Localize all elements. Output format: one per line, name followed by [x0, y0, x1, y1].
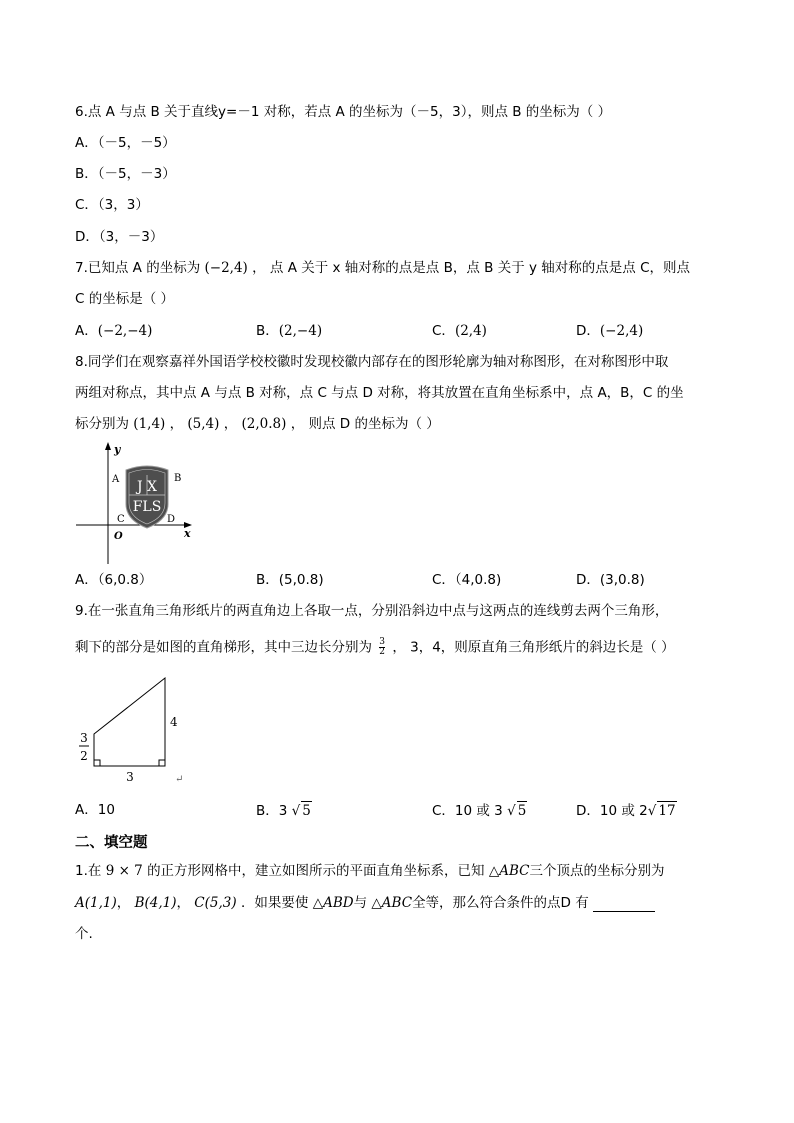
q9-right-length: 4: [170, 715, 178, 729]
q9-trapezoid-figure: [72, 672, 192, 788]
q7-option-a: A．(−2,−4): [75, 323, 153, 339]
q7-stem-line2: C 的坐标是（ ）: [75, 291, 175, 307]
f1-triangle-abc-2: △ABC: [371, 895, 413, 911]
q8-y-label: y: [114, 443, 121, 456]
q7-stem-text-a: 7.已知点 A 的坐标为: [75, 260, 201, 276]
q8-point-d-label: D: [167, 514, 176, 525]
q8-point-c-label: C: [117, 514, 125, 525]
q8-option-a: A．（6,0.8）: [75, 572, 153, 588]
q8-stem-line1: 8.同学们在观察嘉祥外国语学校校徽时发现校徽内部存在的图形轮廓为轴对称图形，在对称图形中取: [75, 354, 669, 370]
q8-stem-line3: 标分别为 (1,4) ， (5,4) ， (2,0.8) ， 则点 D 的坐标为（ ）: [75, 416, 440, 432]
q8-figure: [72, 440, 197, 566]
q8-coord-a: (1,4): [133, 416, 166, 432]
q7-option-c: C．(2,4): [432, 323, 487, 339]
q8-option-c: C．（4,0.8): [432, 572, 502, 588]
f1-point-a: A(1,1): [75, 895, 117, 911]
q9-stem-line2: 剩下的部分是如图的直角梯形，其中三边长分别为 $\frac{3}{2}$ ， 3，4，则原直角三角形纸片的斜边长是（ ）: [75, 637, 675, 657]
q7-point-a-coord: (−2,4): [204, 260, 248, 276]
q6-option-b: B．（－5，－3）: [75, 166, 176, 182]
q9-option-c-radicand: 5: [517, 803, 527, 819]
f1-grid-size: 9 × 7: [105, 863, 143, 879]
q6-option-a: A．（－5，－5）: [75, 135, 176, 151]
q8-y-arrow-icon: [105, 442, 111, 450]
q7-option-b: B．(2,−4): [256, 323, 323, 339]
q8-origin-label: O: [114, 531, 123, 542]
q6-option-d: D．（3，－3）: [75, 229, 164, 245]
q9-right-angle-left: [94, 760, 100, 766]
q8-option-d: D．(3,0.8): [576, 572, 645, 588]
q6-option-c: C．（3，3）: [75, 197, 149, 213]
f1-triangle-abc: △ABC: [488, 863, 530, 879]
q9-option-d: D．10 或 2√ 17: [576, 803, 676, 819]
q9-option-d-radicand: 17: [658, 803, 676, 819]
q9-bottom-length: 3: [126, 770, 134, 784]
shield-text-bottom: FLS: [132, 499, 162, 515]
q7-option-d: D．(−2,4): [576, 323, 644, 339]
q8-point-b-label: B: [174, 473, 182, 484]
q9-stem-line1: 9.在一张直角三角形纸片的两直角边上各取一点，分别沿斜边中点与这两点的连线剪去两个三角形，: [75, 603, 669, 619]
q9-option-c: C．10 或 3 √ 5: [432, 803, 527, 819]
q8-point-a-label: A: [112, 474, 120, 485]
q8-stem-line2: 两组对称点，其中点 A 与点 B 对称，点 C 与点 D 对称，将其放置在直角坐标系中，点 A，B，C 的坐: [75, 385, 684, 401]
q9-left-numerator: 3: [80, 731, 88, 745]
return-mark-icon: ↵: [175, 774, 184, 785]
q7-stem-line1: [75, 259, 690, 277]
q9-left-denominator: 2: [80, 749, 88, 763]
q9-option-b-radicand: 5: [302, 803, 311, 819]
f1-point-c: C(5,3): [194, 895, 237, 911]
q8-coord-b: (5,4): [187, 416, 220, 432]
q8-x-label: x: [184, 527, 191, 540]
q6-stem: 6.点 A 与点 B 关于直线y=－1 对称，若点 A 的坐标为（－5，3），则点 B 的坐标为（ ）: [75, 104, 612, 120]
f1-point-b: B(4,1): [134, 895, 177, 911]
f1-triangle-abd: △ABD: [312, 895, 354, 911]
q7-stem-text-b: ， 点 A 关于 x 轴对称的点是点 B，点 B 关于 y 轴对称的点是点 C，则点: [252, 260, 690, 276]
f1-line3: 个.: [75, 926, 93, 942]
q9-trapezoid: [94, 678, 165, 766]
q9-option-b: B．3 √ 5: [256, 803, 311, 819]
f1-line2: A(1,1)， B(4,1)， C(5,3) ．如果要使 △ABD与 △ABC全等，那么符合条件的点D 有: [75, 894, 655, 912]
f1-line1: 1.在 9 × 7 的正方形网格中，建立如图所示的平面直角坐标系，已知 △ABC三个顶点的坐标分别为: [75, 863, 665, 879]
q8-coord-c: (2,0.8): [241, 416, 287, 432]
q9-option-a: A．10: [75, 802, 115, 818]
f1-answer-blank[interactable]: [593, 897, 655, 912]
section-fill-in-title: 二、填空题: [75, 835, 148, 851]
q9-right-angle-right: [159, 760, 165, 766]
q9-fraction: $\frac{3}{2}$: [379, 637, 386, 657]
shield-text-top: J X: [136, 479, 158, 495]
q8-option-b: B．(5,0.8): [256, 572, 324, 588]
